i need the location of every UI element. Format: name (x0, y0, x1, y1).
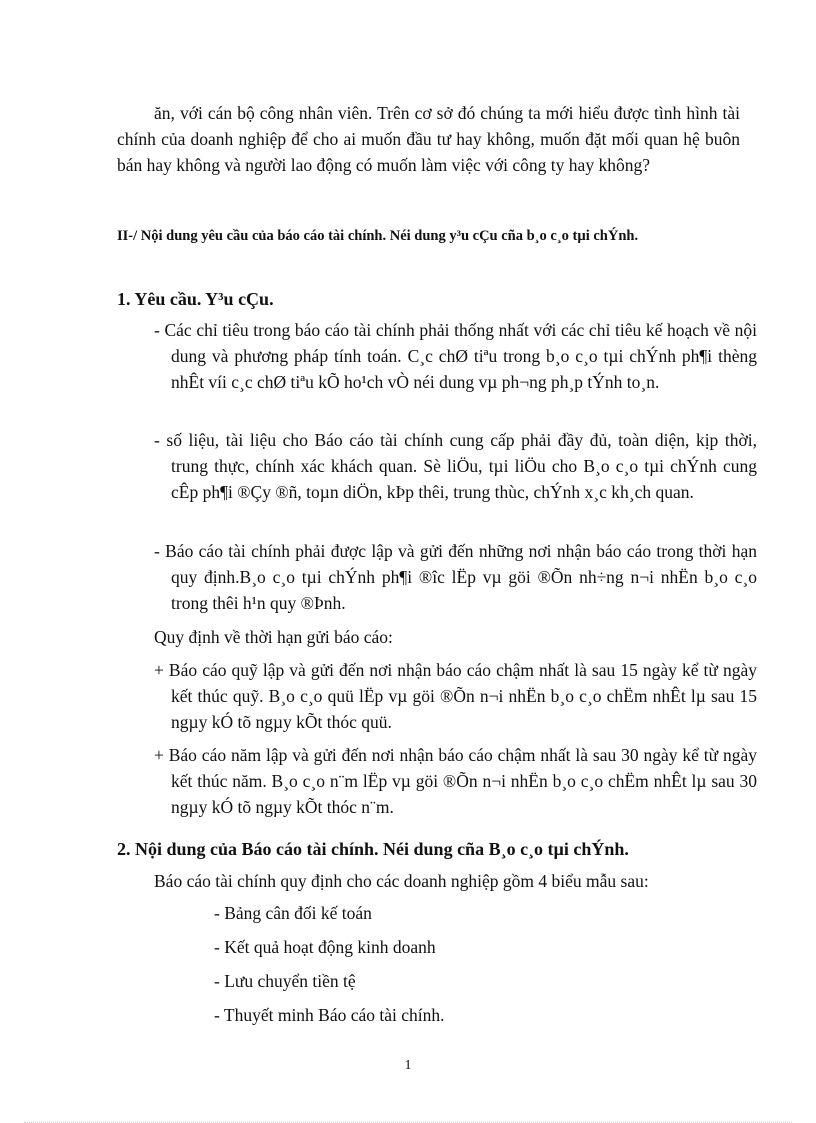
requirement-item: - Các chỉ tiêu trong báo cáo tài chính phải thống nhất với các chỉ tiêu kế hoạch về nội dung và phương pháp tính toán. C¸c chØ tiªu trong b¸o c¸o tµi chÝnh ph¶i thèng nhÊt víi c¸c chØ tiªu kÕ ho¹ch vÒ néi dung vµ ph¬ng ph¸p tÝnh to¸n. (154, 320, 757, 392)
requirement-item: - Báo cáo tài chính phải được lập và gửi đến những nơi nhận báo cáo trong thời hạn quy định.B¸o c¸o tµi chÝnh ph¶i ®îc lËp vµ göi ®Õn nh÷ng n¬i nhËn b¸o c¸o trong thêi h¹n quy ®Þnh. (154, 541, 757, 613)
page-number: 1 (404, 1058, 412, 1073)
deadline-item: + Báo cáo năm lập và gửi đến nơi nhận báo cáo chậm nhất là sau 30 ngày kể từ ngày kết thúc năm. B¸o c¸o n¨m lËp vµ göi ®Õn n¬i nhËn b¸o c¸o chËm nhÊt lµ sau 30 ngµy kÓ tõ ngµy kÕt thóc n¨m. (154, 745, 757, 817)
requirements-heading: 1. Yêu cầu. Y³u cÇu. (117, 289, 274, 309)
list-item: - Thuyết minh Báo cáo tài chính. (214, 1005, 445, 1025)
list-item: - Kết quả hoạt động kinh doanh (214, 937, 436, 957)
form-list (214, 900, 445, 1036)
content-heading: 2. Nội dung của Báo cáo tài chính. Néi dung cña B¸o c¸o tµi chÝnh. (117, 839, 629, 859)
requirement-item: - số liệu, tài liệu cho Báo cáo tài chính cung cấp phải đầy đủ, toàn diện, kịp thời, trung thực, chính xác khách quan. Sè liÖu, tµi liÖu cho B¸o c¸o tµi chÝnh cung cÊp ph¶i ®Çy ®ñ, toµn diÖn, kÞp thêi, trung thùc, chÝnh x¸c kh¸ch quan. (154, 430, 757, 502)
deadline-rule: Quy định về thời hạn gửi báo cáo: (154, 627, 393, 647)
content-intro: Báo cáo tài chính quy định cho các doanh nghiệp gồm 4 biểu mẫu sau: (154, 871, 649, 891)
section-title: II-/ Nội dung yêu cầu của báo cáo tài chính. Néi dung y³u cÇu cña b¸o c¸o tµi chÝnh. (117, 228, 639, 244)
intro-paragraph: ăn, với cán bộ công nhân viên. Trên cơ sở đó chúng ta mới hiểu được tình hình tài chính của doanh nghiệp để cho ai muốn đầu tư hay không, muốn đặt mối quan hệ buôn bán hay không và người lao động có muốn làm việc với công ty hay không? (117, 103, 740, 175)
deadline-item: + Báo cáo quỹ lập và gửi đến nơi nhận báo cáo chậm nhất là sau 15 ngày kể từ ngày kết thúc quỹ. B¸o c¸o quü lËp vµ göi ®Õn n¬i nhËn b¸o c¸o chËm nhÊt lµ sau 15 ngµy kÓ tõ ngµy kÕt thóc quü. (154, 660, 757, 732)
list-item: - Bảng cân đối kế toán (214, 903, 372, 923)
list-item: - Lưu chuyển tiền tệ (214, 971, 356, 991)
